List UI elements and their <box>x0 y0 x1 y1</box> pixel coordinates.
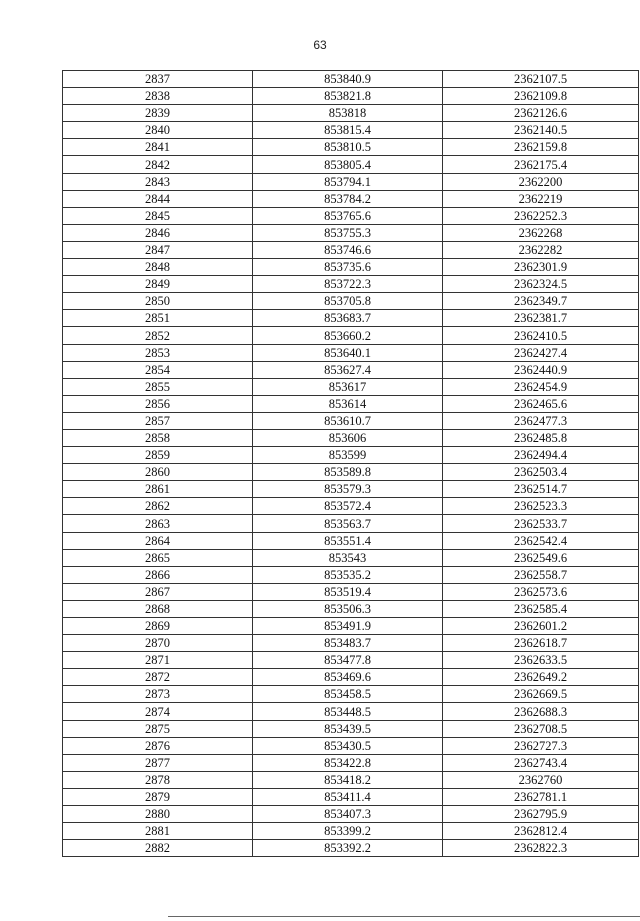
point-number-cell: 2845 <box>63 207 253 224</box>
y-coordinate-cell: 2362159.8 <box>443 139 639 156</box>
y-coordinate-cell: 2362533.7 <box>443 515 639 532</box>
x-coordinate-cell: 853755.3 <box>253 224 443 241</box>
x-coordinate-cell: 853821.8 <box>253 88 443 105</box>
table-row <box>63 549 639 566</box>
x-coordinate-cell: 853683.7 <box>253 310 443 327</box>
table-row <box>63 618 639 635</box>
x-coordinate-cell: 853422.8 <box>253 754 443 771</box>
x-coordinate-cell: 853439.5 <box>253 720 443 737</box>
table-row <box>63 139 639 156</box>
y-coordinate-cell: 2362601.2 <box>443 618 639 635</box>
point-number-cell: 2880 <box>63 806 253 823</box>
y-coordinate-cell: 2362573.6 <box>443 583 639 600</box>
point-number-cell: 2848 <box>63 259 253 276</box>
point-number-cell: 2872 <box>63 669 253 686</box>
x-coordinate-cell: 853477.8 <box>253 652 443 669</box>
point-number-cell: 2843 <box>63 173 253 190</box>
y-coordinate-cell: 2362107.5 <box>443 71 639 88</box>
x-coordinate-cell: 853640.1 <box>253 344 443 361</box>
table-row <box>63 720 639 737</box>
point-number-cell: 2859 <box>63 447 253 464</box>
x-coordinate-cell: 853563.7 <box>253 515 443 532</box>
y-coordinate-cell: 2362760 <box>443 771 639 788</box>
table-row <box>63 823 639 840</box>
table-row <box>63 447 639 464</box>
point-number-cell: 2850 <box>63 293 253 310</box>
x-coordinate-cell: 853617 <box>253 378 443 395</box>
point-number-cell: 2854 <box>63 361 253 378</box>
x-coordinate-cell: 853407.3 <box>253 806 443 823</box>
x-coordinate-cell: 853599 <box>253 447 443 464</box>
y-coordinate-cell: 2362126.6 <box>443 105 639 122</box>
y-coordinate-cell: 2362219 <box>443 190 639 207</box>
point-number-cell: 2869 <box>63 618 253 635</box>
x-coordinate-cell: 853418.2 <box>253 771 443 788</box>
y-coordinate-cell: 2362669.5 <box>443 686 639 703</box>
point-number-cell: 2870 <box>63 635 253 652</box>
y-coordinate-cell: 2362633.5 <box>443 652 639 669</box>
point-number-cell: 2857 <box>63 412 253 429</box>
point-number-cell: 2852 <box>63 327 253 344</box>
x-coordinate-cell: 853735.6 <box>253 259 443 276</box>
x-coordinate-cell: 853543 <box>253 549 443 566</box>
table-row <box>63 703 639 720</box>
table-row <box>63 207 639 224</box>
point-number-cell: 2873 <box>63 686 253 703</box>
table-row <box>63 344 639 361</box>
point-number-cell: 2875 <box>63 720 253 737</box>
table-row <box>63 532 639 549</box>
x-coordinate-cell: 853483.7 <box>253 635 443 652</box>
y-coordinate-cell: 2362812.4 <box>443 823 639 840</box>
point-number-cell: 2865 <box>63 549 253 566</box>
point-number-cell: 2853 <box>63 344 253 361</box>
x-coordinate-cell: 853606 <box>253 429 443 446</box>
table-row <box>63 395 639 412</box>
y-coordinate-cell: 2362822.3 <box>443 840 639 857</box>
x-coordinate-cell: 853430.5 <box>253 737 443 754</box>
table-row <box>63 412 639 429</box>
x-coordinate-cell: 853469.6 <box>253 669 443 686</box>
y-coordinate-cell: 2362268 <box>443 224 639 241</box>
table-row <box>63 806 639 823</box>
point-number-cell: 2861 <box>63 481 253 498</box>
point-number-cell: 2868 <box>63 600 253 617</box>
table-row <box>63 652 639 669</box>
table-row <box>63 378 639 395</box>
y-coordinate-cell: 2362252.3 <box>443 207 639 224</box>
table-row <box>63 173 639 190</box>
table-row <box>63 190 639 207</box>
point-number-cell: 2866 <box>63 566 253 583</box>
y-coordinate-cell: 2362503.4 <box>443 464 639 481</box>
table-row <box>63 71 639 88</box>
table-row <box>63 464 639 481</box>
x-coordinate-cell: 853411.4 <box>253 788 443 805</box>
table-row <box>63 327 639 344</box>
point-number-cell: 2851 <box>63 310 253 327</box>
y-coordinate-cell: 2362649.2 <box>443 669 639 686</box>
y-coordinate-cell: 2362781.1 <box>443 788 639 805</box>
x-coordinate-cell: 853810.5 <box>253 139 443 156</box>
table-row <box>63 105 639 122</box>
point-number-cell: 2846 <box>63 224 253 241</box>
table-row <box>63 241 639 258</box>
point-number-cell: 2863 <box>63 515 253 532</box>
table-row <box>63 583 639 600</box>
y-coordinate-cell: 2362485.8 <box>443 429 639 446</box>
y-coordinate-cell: 2362795.9 <box>443 806 639 823</box>
point-number-cell: 2877 <box>63 754 253 771</box>
table-row <box>63 276 639 293</box>
x-coordinate-cell: 853399.2 <box>253 823 443 840</box>
y-coordinate-cell: 2362708.5 <box>443 720 639 737</box>
x-coordinate-cell: 853722.3 <box>253 276 443 293</box>
y-coordinate-cell: 2362585.4 <box>443 600 639 617</box>
y-coordinate-cell: 2362140.5 <box>443 122 639 139</box>
y-coordinate-cell: 2362410.5 <box>443 327 639 344</box>
y-coordinate-cell: 2362743.4 <box>443 754 639 771</box>
point-number-cell: 2862 <box>63 498 253 515</box>
point-number-cell: 2844 <box>63 190 253 207</box>
point-number-cell: 2860 <box>63 464 253 481</box>
table-row <box>63 88 639 105</box>
y-coordinate-cell: 2362465.6 <box>443 395 639 412</box>
y-coordinate-cell: 2362688.3 <box>443 703 639 720</box>
table-row <box>63 771 639 788</box>
x-coordinate-cell: 853746.6 <box>253 241 443 258</box>
table-row <box>63 259 639 276</box>
table-row <box>63 498 639 515</box>
point-number-cell: 2867 <box>63 583 253 600</box>
x-coordinate-cell: 853794.1 <box>253 173 443 190</box>
y-coordinate-cell: 2362523.3 <box>443 498 639 515</box>
y-coordinate-cell: 2362349.7 <box>443 293 639 310</box>
table-row <box>63 669 639 686</box>
x-coordinate-cell: 853392.2 <box>253 840 443 857</box>
y-coordinate-cell: 2362549.6 <box>443 549 639 566</box>
point-number-cell: 2879 <box>63 788 253 805</box>
table-row <box>63 293 639 310</box>
point-number-cell: 2871 <box>63 652 253 669</box>
point-number-cell: 2838 <box>63 88 253 105</box>
x-coordinate-cell: 853491.9 <box>253 618 443 635</box>
table-row <box>63 361 639 378</box>
y-coordinate-cell: 2362514.7 <box>443 481 639 498</box>
table-row <box>63 122 639 139</box>
x-coordinate-cell: 853519.4 <box>253 583 443 600</box>
point-number-cell: 2876 <box>63 737 253 754</box>
table-row <box>63 515 639 532</box>
y-coordinate-cell: 2362282 <box>443 241 639 258</box>
page-number: 63 <box>313 38 327 52</box>
x-coordinate-cell: 853448.5 <box>253 703 443 720</box>
coordinates-table-body <box>63 71 639 857</box>
y-coordinate-cell: 2362727.3 <box>443 737 639 754</box>
table-row <box>63 310 639 327</box>
point-number-cell: 2840 <box>63 122 253 139</box>
y-coordinate-cell: 2362494.4 <box>443 447 639 464</box>
point-number-cell: 2856 <box>63 395 253 412</box>
x-coordinate-cell: 853627.4 <box>253 361 443 378</box>
table-row <box>63 566 639 583</box>
table-row <box>63 481 639 498</box>
y-coordinate-cell: 2362618.7 <box>443 635 639 652</box>
table-row <box>63 429 639 446</box>
point-number-cell: 2847 <box>63 241 253 258</box>
point-number-cell: 2858 <box>63 429 253 446</box>
x-coordinate-cell: 853784.2 <box>253 190 443 207</box>
table-row <box>63 840 639 857</box>
x-coordinate-cell: 853572.4 <box>253 498 443 515</box>
point-number-cell: 2882 <box>63 840 253 857</box>
point-number-cell: 2839 <box>63 105 253 122</box>
x-coordinate-cell: 853535.2 <box>253 566 443 583</box>
y-coordinate-cell: 2362427.4 <box>443 344 639 361</box>
table-row <box>63 737 639 754</box>
point-number-cell: 2874 <box>63 703 253 720</box>
table-row <box>63 686 639 703</box>
y-coordinate-cell: 2362440.9 <box>443 361 639 378</box>
y-coordinate-cell: 2362200 <box>443 173 639 190</box>
x-coordinate-cell: 853705.8 <box>253 293 443 310</box>
table-row <box>63 600 639 617</box>
coordinates-table <box>62 70 639 857</box>
point-number-cell: 2878 <box>63 771 253 788</box>
y-coordinate-cell: 2362109.8 <box>443 88 639 105</box>
y-coordinate-cell: 2362477.3 <box>443 412 639 429</box>
point-number-cell: 2841 <box>63 139 253 156</box>
x-coordinate-cell: 853660.2 <box>253 327 443 344</box>
x-coordinate-cell: 853840.9 <box>253 71 443 88</box>
x-coordinate-cell: 853610.7 <box>253 412 443 429</box>
point-number-cell: 2881 <box>63 823 253 840</box>
x-coordinate-cell: 853458.5 <box>253 686 443 703</box>
point-number-cell: 2849 <box>63 276 253 293</box>
y-coordinate-cell: 2362381.7 <box>443 310 639 327</box>
x-coordinate-cell: 853818 <box>253 105 443 122</box>
x-coordinate-cell: 853551.4 <box>253 532 443 549</box>
x-coordinate-cell: 853506.3 <box>253 600 443 617</box>
x-coordinate-cell: 853589.8 <box>253 464 443 481</box>
point-number-cell: 2864 <box>63 532 253 549</box>
point-number-cell: 2842 <box>63 156 253 173</box>
table-row <box>63 156 639 173</box>
x-coordinate-cell: 853765.6 <box>253 207 443 224</box>
y-coordinate-cell: 2362454.9 <box>443 378 639 395</box>
bottom-rule <box>168 916 640 917</box>
y-coordinate-cell: 2362175.4 <box>443 156 639 173</box>
x-coordinate-cell: 853815.4 <box>253 122 443 139</box>
table-row <box>63 224 639 241</box>
y-coordinate-cell: 2362542.4 <box>443 532 639 549</box>
x-coordinate-cell: 853614 <box>253 395 443 412</box>
y-coordinate-cell: 2362558.7 <box>443 566 639 583</box>
table-row <box>63 788 639 805</box>
point-number-cell: 2855 <box>63 378 253 395</box>
table-row <box>63 754 639 771</box>
y-coordinate-cell: 2362301.9 <box>443 259 639 276</box>
point-number-cell: 2837 <box>63 71 253 88</box>
x-coordinate-cell: 853579.3 <box>253 481 443 498</box>
table-row <box>63 635 639 652</box>
y-coordinate-cell: 2362324.5 <box>443 276 639 293</box>
x-coordinate-cell: 853805.4 <box>253 156 443 173</box>
